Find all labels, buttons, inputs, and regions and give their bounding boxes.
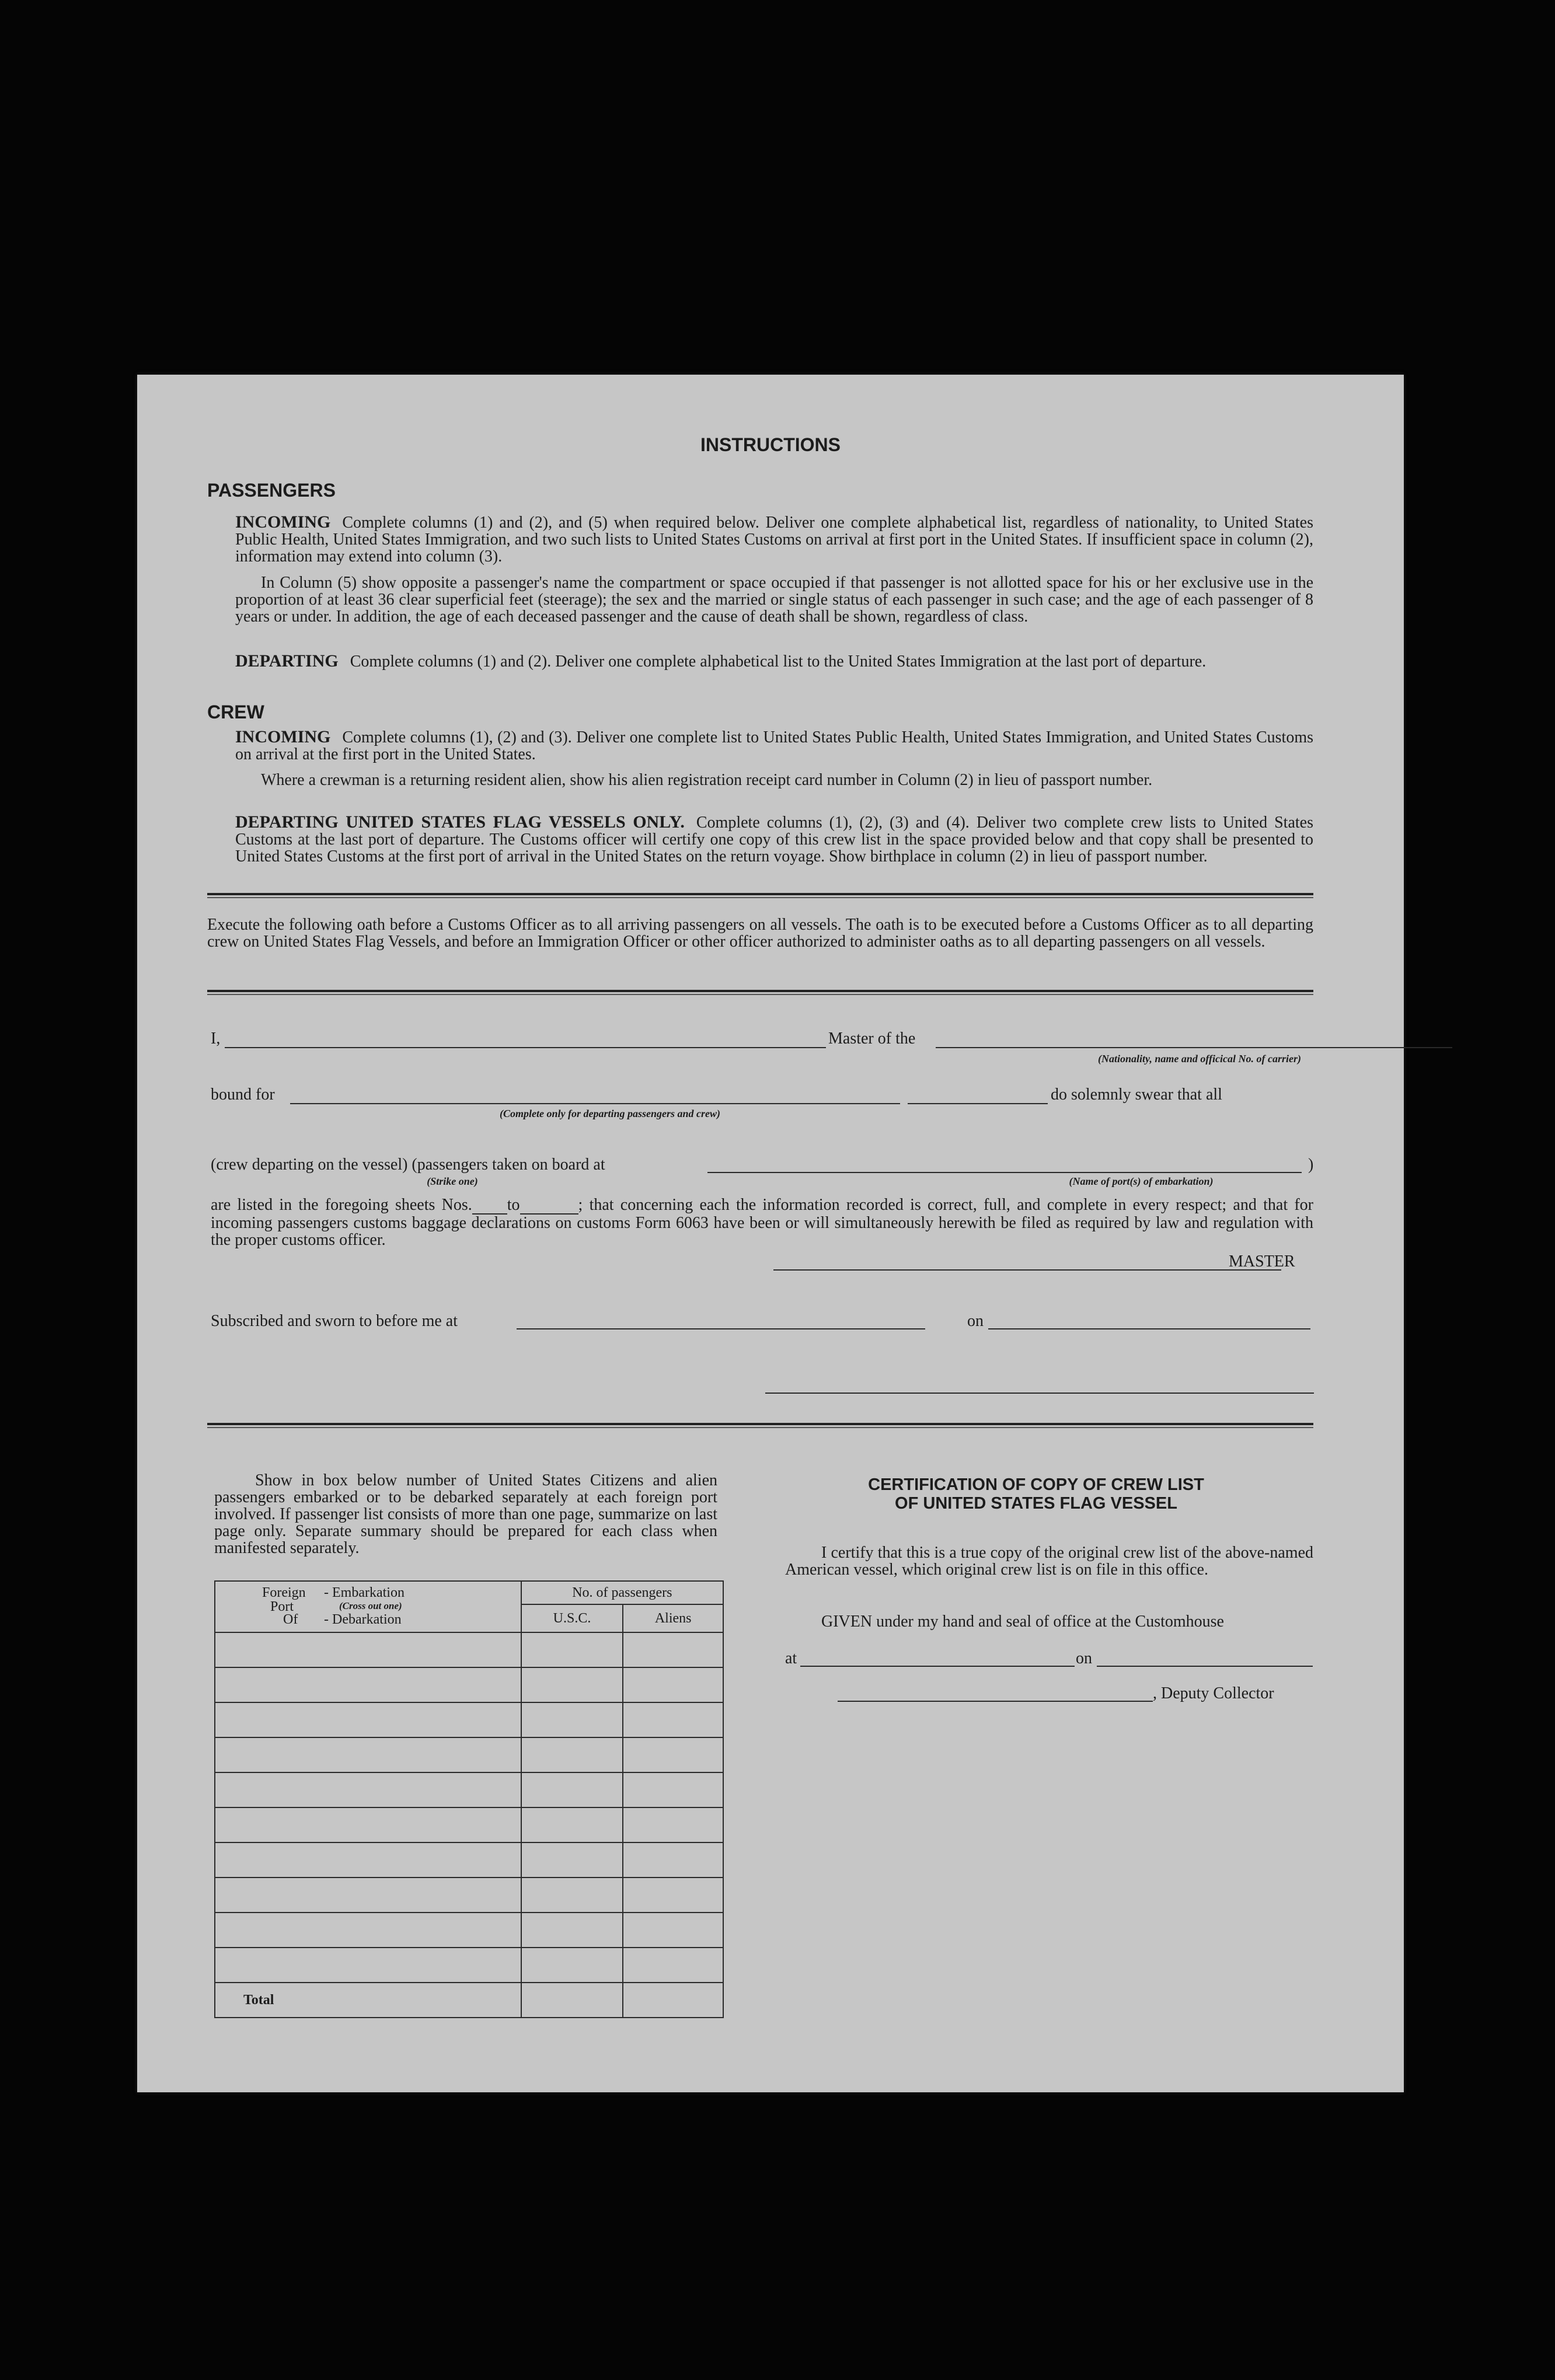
crew-departing-label: (crew departing on the vessel) (passengers taken on board at: [211, 1156, 605, 1174]
close-paren: ): [1308, 1156, 1314, 1174]
usc-cell[interactable]: [521, 1667, 623, 1702]
port-cell[interactable]: [215, 1667, 521, 1702]
table-row: [215, 1667, 723, 1702]
master-name-field[interactable]: [225, 1047, 826, 1048]
usc-cell[interactable]: [521, 1772, 623, 1807]
cert-location-field[interactable]: [800, 1666, 1075, 1667]
strike-one-caption: (Strike one): [427, 1175, 478, 1187]
table-row: [215, 1632, 723, 1667]
total-row: [215, 1983, 723, 2018]
crew-departing-label: DEPARTING UNITED STATES FLAG VESSELS ONLY.: [235, 812, 685, 832]
summary-intro-paragraph: Show in box below number of United States Citizens and alien passengers embarked or to be debarked separately at each foreign port involved. If passenger list consists of more than one page, summarize on last page only. Separate summary should be prepared for each class when manifested separately.: [214, 1471, 717, 1557]
aliens-cell[interactable]: [623, 1948, 723, 1983]
aliens-cell[interactable]: [623, 1772, 723, 1807]
cert-date-field[interactable]: [1097, 1666, 1313, 1667]
aliens-cell[interactable]: [623, 1632, 723, 1667]
port-cell[interactable]: [215, 1772, 521, 1807]
bound-for-field-2[interactable]: [908, 1103, 1048, 1104]
table-row: [215, 1807, 723, 1842]
certification-title-line1: CERTIFICATION OF COPY OF CREW LIST: [868, 1475, 1204, 1494]
port-cell[interactable]: [215, 1948, 521, 1983]
to-label: to: [507, 1196, 520, 1214]
passengers-departing-text: Complete columns (1) and (2). Deliver one complete alphabetical list to the United States Immigration at the last port of departure.: [350, 652, 1207, 671]
crew-incoming-label: INCOMING: [235, 727, 331, 746]
port-cell[interactable]: [215, 1878, 521, 1913]
no-passengers-header: No. of passengers: [521, 1581, 723, 1604]
crew-incoming-text: Complete columns (1), (2) and (3). Deliver one complete list to United States Public Health, United States Immigration, and United States Customs on arrival at the first port in the United States.: [235, 728, 1313, 763]
crew-heading: CREW: [207, 702, 264, 723]
sheet-from-field[interactable]: [472, 1196, 507, 1215]
port-cell[interactable]: [215, 1737, 521, 1772]
port-label: Port: [270, 1599, 294, 1614]
usc-cell[interactable]: [521, 1913, 623, 1948]
usc-cell[interactable]: [521, 1632, 623, 1667]
foreign-label: Foreign: [262, 1585, 306, 1600]
master-label: MASTER: [1229, 1252, 1295, 1271]
usc-cell[interactable]: [521, 1702, 623, 1737]
certification-title-line2: OF UNITED STATES FLAG VESSEL: [895, 1494, 1177, 1513]
embarkation-ports-field[interactable]: [707, 1172, 1302, 1173]
document-page: [137, 375, 1404, 2092]
nationality-caption: (Nationality, name and officical No. of carrier): [1098, 1053, 1301, 1065]
usc-cell[interactable]: [521, 1948, 623, 1983]
name-of-ports-caption: (Name of port(s) of embarkation): [1069, 1175, 1214, 1187]
page-title: INSTRUCTIONS: [700, 434, 841, 455]
master-of-the-label: Master of the: [828, 1030, 916, 1048]
table-row: [215, 1842, 723, 1878]
aliens-cell[interactable]: [623, 1878, 723, 1913]
aliens-cell[interactable]: [623, 1913, 723, 1948]
complete-only-caption: (Complete only for departing passengers and crew): [500, 1108, 720, 1119]
oath-sheets-paragraph: [211, 1196, 1313, 1248]
cert-on-label: on: [1076, 1649, 1092, 1667]
usc-cell[interactable]: [521, 1842, 623, 1878]
port-cell[interactable]: [215, 1807, 521, 1842]
passengers-incoming-text: Complete columns (1) and (2), and (5) when required below. Deliver one complete alphabetical list, regardless of nationality, to United States Public Health, United States Immigration, and two such lists to United States Customs on arrival at first port in the United States. If insufficient space in column (2), information may extend into column (3).: [235, 514, 1313, 566]
aliens-cell[interactable]: [623, 1737, 723, 1772]
crew-departing-text: Complete columns (1), (2), (3) and (4). Deliver two complete crew lists to United States Customs at the last port of departure. The Customs officer will certify one copy of this crew list in the space provided below and that copy shall be presented to United States Customs at the first port of arrival in the United States on the return voyage. Show birthplace in column (2) in lieu of passport number.: [235, 814, 1313, 866]
listed-prefix: are listed in the foregoing sheets Nos.: [211, 1196, 472, 1214]
divider-rule: [207, 893, 1313, 898]
sworn-location-field[interactable]: [517, 1328, 925, 1329]
usc-cell[interactable]: [521, 1737, 623, 1772]
passengers-incoming-label: INCOMING: [235, 512, 331, 532]
passengers-column5-paragraph: In Column (5) show opposite a passenger's name the compartment or space occupied if that passenger is not allotted space for his or her exclusive use in the proportion of at least 36 clear superficial feet (steerage); the sex and the married or single status of each passenger in such case; and the age of each passenger of 8 years or under. In addition, the age of each deceased passenger and the cause of death shall be shown, regardless of class.: [235, 574, 1313, 626]
usc-cell[interactable]: [521, 1807, 623, 1842]
embarkation-label: - Embarkation: [324, 1585, 405, 1600]
officer-signature-line[interactable]: [765, 1393, 1314, 1394]
table-row: [215, 1737, 723, 1772]
passengers-heading: PASSENGERS: [207, 480, 336, 501]
table-row: [215, 1913, 723, 1948]
port-cell[interactable]: [215, 1702, 521, 1737]
bound-for-label: bound for: [211, 1086, 275, 1104]
debarkation-label: - Debarkation: [324, 1612, 402, 1627]
bound-for-field[interactable]: [290, 1103, 900, 1104]
sheet-to-field[interactable]: [520, 1196, 578, 1215]
table-row: [215, 1772, 723, 1807]
usc-cell[interactable]: [521, 1878, 623, 1913]
port-cell[interactable]: [215, 1913, 521, 1948]
aliens-cell[interactable]: [623, 1842, 723, 1878]
crew-incoming-paragraph: [235, 728, 1313, 763]
deputy-signature-line[interactable]: [838, 1701, 1153, 1702]
port-column-header: [215, 1581, 521, 1632]
passengers-departing-label: DEPARTING: [235, 651, 339, 671]
aliens-cell[interactable]: [623, 1702, 723, 1737]
table-row: [215, 1948, 723, 1983]
cross-out-label: (Cross out one): [339, 1600, 402, 1611]
oath-i-label: I,: [211, 1030, 221, 1048]
of-label: Of: [283, 1612, 298, 1627]
total-aliens-cell[interactable]: [623, 1983, 723, 2018]
passengers-incoming-paragraph: [235, 514, 1313, 565]
passenger-summary-table: [214, 1580, 724, 2018]
oath-intro-paragraph: Execute the following oath before a Customs Officer as to all arriving passengers on all vessels. The oath is to be executed before a Customs Officer as to all departing crew on United States Flag Vessels, and before an Immigration Officer or other officer authorized to administer oaths as to all departing passengers on all vessels.: [207, 916, 1313, 951]
port-cell[interactable]: [215, 1842, 521, 1878]
total-usc-cell[interactable]: [521, 1983, 623, 2018]
certify-paragraph: I certify that this is a true copy of the original crew list of the above-named American vessel, which original crew list is on file in this office.: [785, 1544, 1313, 1579]
passengers-departing-paragraph: [235, 652, 1313, 670]
aliens-cell[interactable]: [623, 1667, 723, 1702]
on-label: on: [967, 1312, 984, 1330]
sworn-date-field[interactable]: [988, 1328, 1310, 1329]
divider-rule: [207, 990, 1313, 995]
crew-resident-paragraph: Where a crewman is a returning resident alien, show his alien registration receipt card number in Column (2) in lieu of passport number.: [261, 771, 1153, 789]
total-label: Total: [215, 1983, 521, 2018]
listed-rest: ; that concerning each the information recorded is correct, full, and complete in every respect; and that for incoming passengers customs baggage declarations on customs Form 6063 have been or will simultaneously herewith be filed as required by law and regulation with the proper customs officer.: [211, 1196, 1313, 1249]
crew-departing-paragraph: [235, 814, 1313, 865]
table-row: [215, 1702, 723, 1737]
subscribed-label: Subscribed and sworn to before me at: [211, 1312, 458, 1330]
swear-label: do solemnly swear that all: [1051, 1086, 1222, 1104]
usc-header: U.S.C.: [521, 1604, 623, 1632]
deputy-collector-label: , Deputy Collector: [1153, 1684, 1274, 1702]
aliens-header: Aliens: [623, 1604, 723, 1632]
port-cell[interactable]: [215, 1632, 521, 1667]
divider-rule: [207, 1423, 1313, 1428]
cert-at-label: at: [785, 1649, 797, 1667]
given-paragraph: GIVEN under my hand and seal of office at the Customhouse: [821, 1613, 1224, 1631]
aliens-cell[interactable]: [623, 1807, 723, 1842]
table-row: [215, 1878, 723, 1913]
master-signature-line[interactable]: [773, 1269, 1281, 1271]
vessel-name-field[interactable]: [936, 1047, 1452, 1048]
